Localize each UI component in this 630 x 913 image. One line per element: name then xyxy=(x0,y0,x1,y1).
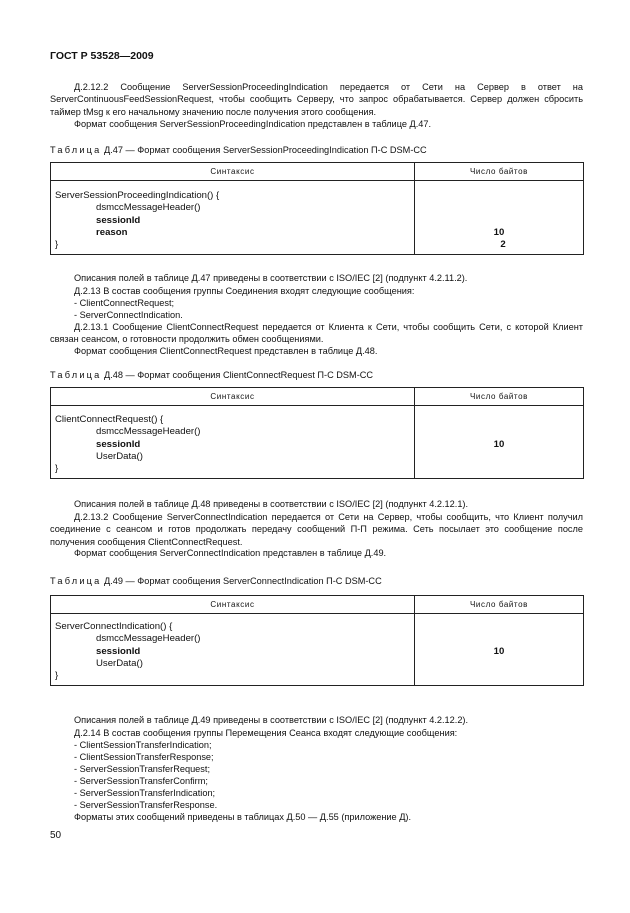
code-line: } xyxy=(55,239,59,251)
paragraph-d213: Д.2.13 В состав сообщения группы Соединения входят следующие сообщения: xyxy=(74,286,415,296)
code-field: sessionId xyxy=(96,214,141,226)
list-item: - ServerSessionTransferIndication; xyxy=(74,788,216,798)
caption-label: Таблица xyxy=(50,370,102,380)
byte-count: 10 xyxy=(493,227,505,238)
list-item: - ServerConnectIndication. xyxy=(74,310,183,320)
table-caption-d49 xyxy=(50,576,382,586)
code-line: } xyxy=(55,670,59,682)
page-number: 50 xyxy=(50,830,62,841)
bytes-cell xyxy=(415,406,584,479)
paragraph-d48-fields: Описания полей в таблице Д.48 приведены в соответствии с ISO/IEC [2] (подпункт 4.2.12.1). xyxy=(74,499,469,509)
bytes-cell xyxy=(415,181,584,255)
list-item: - ClientConnectRequest; xyxy=(74,298,175,308)
caption-text: Д.47 — Формат сообщения ServerSessionProceedingIndication П-С DSM-CC xyxy=(101,145,427,155)
table-d49 xyxy=(50,595,584,686)
paragraph-formats-d50-d55: Форматы этих сообщений приведены в таблицах Д.50 — Д.55 (приложение Д). xyxy=(74,812,412,822)
paragraph-format-d48: Формат сообщения ClientConnectRequest представлен в таблице Д.48. xyxy=(74,346,378,356)
syntax-cell xyxy=(51,406,415,479)
code-line: UserData() xyxy=(96,450,143,462)
column-header-bytes: Число байтов xyxy=(415,596,584,614)
paragraph-format-d47: Формат сообщения ServerSessionProceedingIndication представлен в таблице Д.47. xyxy=(74,119,432,129)
paragraph-d49-fields: Описания полей в таблице Д.49 приведены в соответствии с ISO/IEC [2] (подпункт 4.2.12.2). xyxy=(74,715,469,725)
list-item: - ServerSessionTransferConfirm; xyxy=(74,776,208,786)
table-d47 xyxy=(50,162,584,255)
caption-label: Таблица xyxy=(50,145,102,155)
list-item: - ServerSessionTransferRequest; xyxy=(74,764,210,774)
column-header-syntax: Синтаксис xyxy=(51,388,415,406)
code-field: sessionId xyxy=(96,645,141,657)
table-caption-d48 xyxy=(50,370,373,380)
caption-text: Д.49 — Формат сообщения ServerConnectIndication П-С DSM-CC xyxy=(101,576,382,586)
code-line: dsmccMessageHeader() xyxy=(96,202,201,214)
code-line: } xyxy=(55,463,59,475)
column-header-syntax: Синтаксис xyxy=(51,596,415,614)
byte-count: 10 xyxy=(493,646,505,657)
code-line: dsmccMessageHeader() xyxy=(96,633,201,645)
code-line: ServerConnectIndication() { xyxy=(55,621,173,632)
caption-text: Д.48 — Формат сообщения ClientConnectRequest П-С DSM-CC xyxy=(101,370,374,380)
document-header: ГОСТ Р 53528—2009 xyxy=(50,50,154,62)
caption-label: Таблица xyxy=(50,576,102,586)
paragraph-d2132: Д.2.13.2 Сообщение ServerConnectIndication передается от Сети на Сервер, чтобы сообщить, что Клиент получил соединение с сеансом и готов продолжать передачу сообщений П-П режима. Сеть посылает это сообщение после получения сообщения ClientConnectRequest. xyxy=(50,512,583,547)
list-item: - ClientSessionTransferIndication; xyxy=(74,740,212,750)
code-field: sessionId xyxy=(96,438,141,450)
code-line: ClientConnectRequest() { xyxy=(55,414,164,425)
code-line: ServerSessionProceedingIndication() { xyxy=(55,190,220,201)
list-item: - ClientSessionTransferResponse; xyxy=(74,752,214,762)
byte-count: 10 xyxy=(493,439,505,450)
bytes-cell xyxy=(415,614,584,686)
column-header-bytes: Число байтов xyxy=(415,163,584,181)
paragraph-d2122: Д.2.12.2 Сообщение ServerSessionProceedingIndication передается от Сети на Сервер в ответ на ServerContinuousFeedSessionRequest, чтобы сообщить Серверу, что запрос обрабатывается. Сервер должен сбросить таймер tMsg к его начальному значению после получения этого сообщения. xyxy=(50,82,583,117)
column-header-bytes: Число байтов xyxy=(415,388,584,406)
column-header-syntax: Синтаксис xyxy=(51,163,415,181)
syntax-cell xyxy=(51,181,415,255)
syntax-cell xyxy=(51,614,415,686)
paragraph-format-d49: Формат сообщения ServerConnectIndication представлен в таблице Д.49. xyxy=(74,548,387,558)
table-d48 xyxy=(50,387,584,479)
paragraph-d214: Д.2.14 В состав сообщения группы Перемещения Сеанса входят следующие сообщения: xyxy=(74,728,458,738)
paragraph-d2131: Д.2.13.1 Сообщение ClientConnectRequest передается от Клиента к Сети, чтобы сообщить Сети, с которой Клиент связан сеансом, о готовности продолжить обмен сообщениями. xyxy=(50,322,583,345)
paragraph-d47-fields: Описания полей в таблице Д.47 приведены в соответствии с ISO/IEC [2] (подпункт 4.2.11.2). xyxy=(74,273,468,283)
list-item: - ServerSessionTransferResponse. xyxy=(74,800,218,810)
code-line: UserData() xyxy=(96,657,143,669)
table-caption-d47 xyxy=(50,145,427,155)
byte-count: 2 xyxy=(500,239,506,251)
code-field: reason xyxy=(96,226,128,238)
code-line: dsmccMessageHeader() xyxy=(96,426,201,438)
